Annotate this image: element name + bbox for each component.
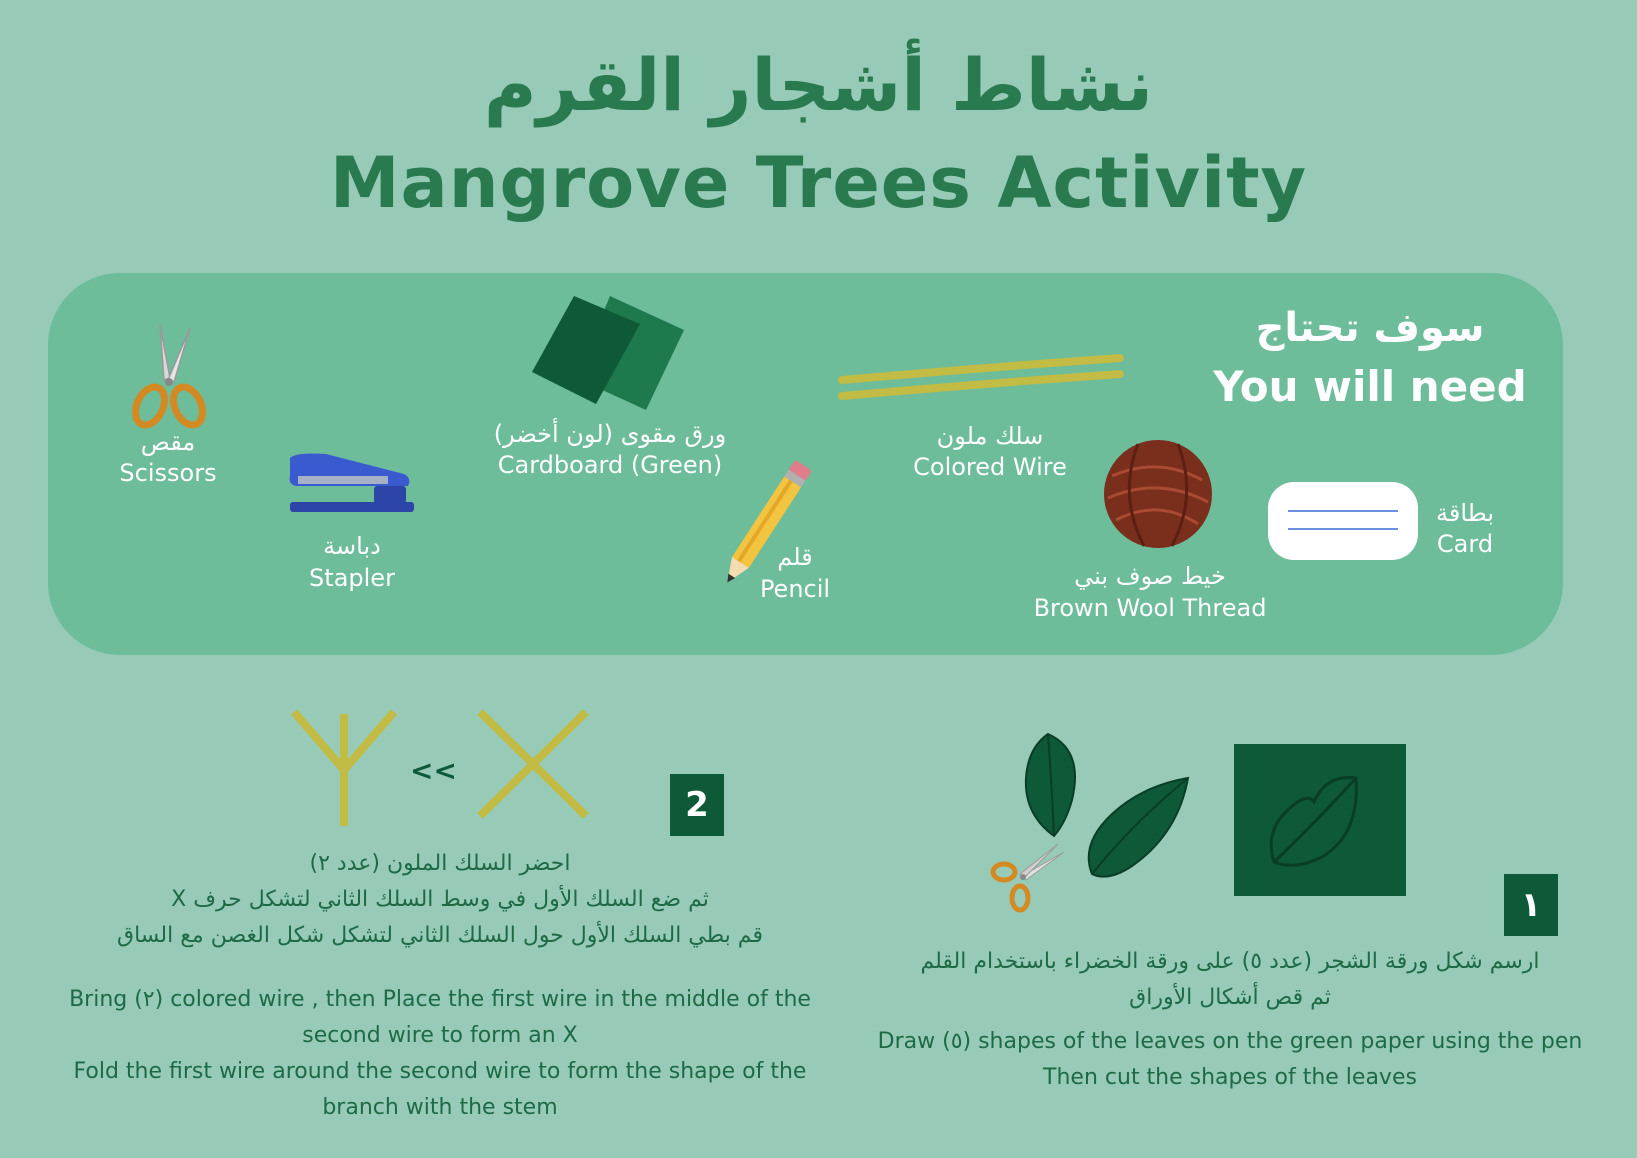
step-2-ar-line-1: احضر السلك الملون (عدد ٢) <box>309 851 571 876</box>
step-2-badge: 2 <box>670 774 724 836</box>
step-2-en-line-1: Bring (٢) colored wire , then Place the first wire in the middle of the <box>69 987 811 1012</box>
page-title-english: Mangrove Trees Activity <box>329 142 1308 224</box>
card-icon <box>1268 482 1418 560</box>
scissors-icon <box>118 320 218 430</box>
branch-wire-shape <box>288 708 408 828</box>
leaf-icon <box>1082 774 1192 884</box>
wool-label-english: Brown Wool Thread <box>1033 594 1267 622</box>
step-2-en-line-4: branch with the stem <box>322 1095 558 1120</box>
step-2-en-line-2: second wire to form an X <box>302 1023 578 1048</box>
x-wire-shape <box>474 708 594 820</box>
stapler-icon <box>286 448 416 518</box>
wool-label-arabic: خيط صوف بني <box>1074 562 1226 590</box>
wire-label-english: Colored Wire <box>913 453 1067 481</box>
page-title-arabic: نشاط أشجار القرم <box>483 43 1154 127</box>
pencil-label-english: Pencil <box>759 575 831 603</box>
cardboard-label-english: Cardboard (Green) <box>497 451 723 479</box>
materials-heading-english: You will need <box>1213 362 1527 411</box>
green-paper <box>1234 744 1406 896</box>
leaf-icon <box>1018 730 1088 840</box>
step-1-ar-line-1: ارسم شكل ورقة الشجر (عدد ٥) على ورقة الخضراء باستخدام القلم <box>920 949 1540 974</box>
card-label-arabic: بطاقة <box>1435 499 1495 527</box>
card-label-english: Card <box>1436 530 1494 558</box>
step-1-en-line-2: Then cut the shapes of the leaves <box>1043 1065 1417 1090</box>
cardboard-icon <box>530 292 690 412</box>
step-1-en-line-1: Draw (٥) shapes of the leaves on the green paper using the pen <box>877 1029 1583 1054</box>
step-2-ar-line-2: ثم ضع السلك الأول في وسط السلك الثاني لتشكل حرف X <box>171 887 709 912</box>
scissors-label-arabic: مقص <box>140 428 196 456</box>
wool-ball-icon <box>1098 436 1218 556</box>
wire-icon <box>838 350 1124 410</box>
cardboard-label-arabic: ورق مقوى (لون أخضر) <box>493 420 727 448</box>
step-1-badge: ١ <box>1504 874 1558 936</box>
step-2-text-arabic <box>60 846 820 954</box>
stapler-label-english: Stapler <box>309 564 395 592</box>
step-1-ar-line-2: ثم قص أشكال الأوراق <box>1129 985 1331 1010</box>
stapler-label-arabic: دباسة <box>323 532 381 560</box>
scissors-label-english: Scissors <box>119 459 217 487</box>
step-2-text-english <box>60 982 820 1126</box>
wire-label-arabic: سلك ملون <box>936 422 1044 450</box>
materials-heading-arabic: سوف تحتاج <box>1255 305 1485 351</box>
step-2-en-line-3: Fold the first wire around the second wire to form the shape of the <box>73 1059 807 1084</box>
step-1-text-english <box>860 1024 1600 1096</box>
scissors-icon <box>986 838 1066 918</box>
step-2-ar-line-3: قم بطي السلك الأول حول السلك الثاني لتشكل شكل الغصن مع الساق <box>117 923 763 948</box>
step-1-text-arabic <box>860 944 1600 1016</box>
pencil-label-arabic: قلم <box>777 543 813 571</box>
arrow-indicator: << <box>410 754 457 787</box>
